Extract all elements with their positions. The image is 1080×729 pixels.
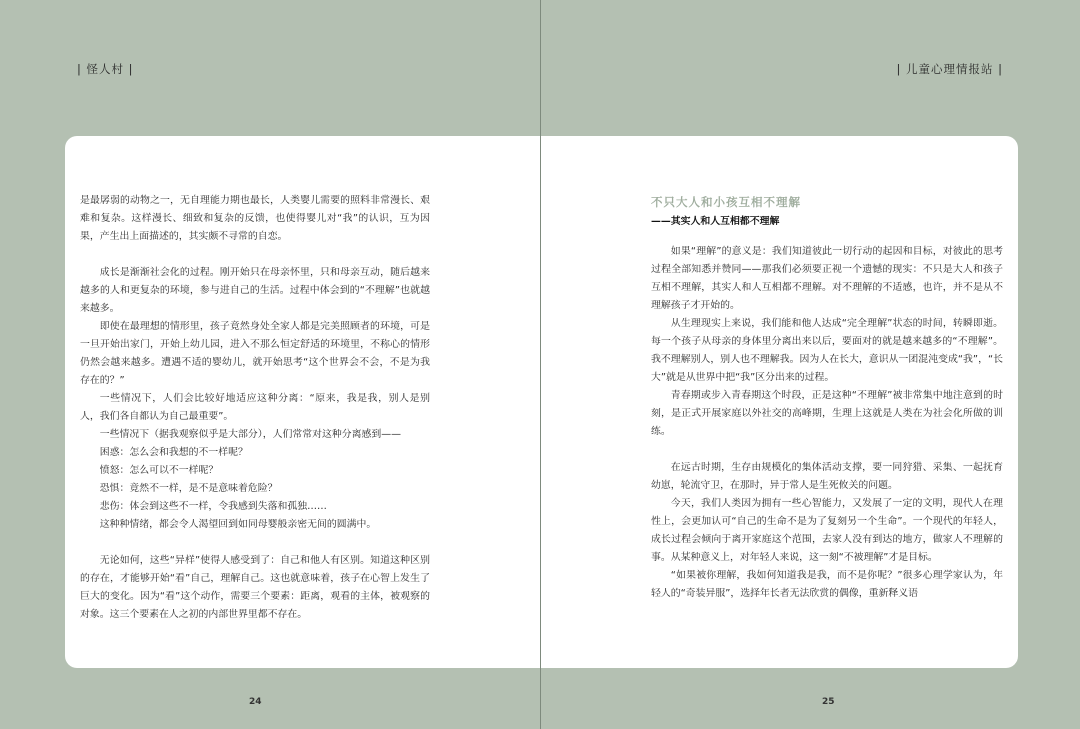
paragraph: 从生理现实上来说，我们能和他人达成“完全理解”状态的时间，转瞬即逝。每一个孩子从母亲的身体里分离出来以后，要面对的就是越来越多的“不理解”。我不理解别人，别人也不理解我。因为人在长大，意识从一团混沌变成“我”，“长大”就是从世界中把“我”区分出来的过程。	[651, 318, 1003, 383]
paragraph: 愤怒：怎么可以不一样呢？	[99, 465, 219, 476]
page-number-right: 25	[822, 697, 835, 707]
left-page-card	[65, 136, 540, 668]
paragraph: 一些情况下（据我观察似乎是大部分），人们常常对这种分离感到——	[99, 429, 401, 440]
paragraph: 青春期或步入青春期这个时段，正是这种“不理解”被非常集中地注意到的时刻，是正式开展家庭以外社交的高峰期，生理上这就是人类在为社会化所做的训练。	[651, 390, 1003, 437]
paragraph: 恐惧：竟然不一样，是不是意味着危险？	[99, 483, 278, 494]
paragraph: 是最孱弱的动物之一，无自理能力期也最长，人类婴儿需要的照料非常漫长、艰难和复杂。这样漫长、细致和复杂的反馈，也使得婴儿对“我”的认识，互为因果，产生出上面描述的，其实颇不寻常的自恋。	[80, 195, 430, 242]
paragraph: 困惑：怎么会和我想的不一样呢？	[99, 447, 248, 458]
section-subtitle: ——其实人和人互相都不理解	[651, 216, 780, 227]
paragraph: 在远古时期，生存由规模化的集体活动支撑，要一同狩猎、采集、一起抚育幼崽，轮流守卫，在那时，异于常人是生死攸关的问题。	[651, 462, 1003, 491]
left-page-body	[80, 192, 430, 624]
page-number-left: 24	[249, 697, 262, 707]
paragraph: “如果被你理解，我如何知道我是我，而不是你呢？”很多心理学家认为，年轻人的“奇装异服”，选择年长者无法欣赏的偶像，重新释义语	[651, 570, 1003, 599]
running-header-right: | 儿童心理情报站 |	[896, 62, 1003, 76]
paragraph: 如果“理解”的意义是：我们知道彼此一切行动的起因和目标，对彼此的思考过程全部知悉并赞同——那我们必须要正视一个遗憾的现实：不只是大人和孩子互相不理解，其实人和人互相都不理解。对不理解的不适感，也许，并不是从不理解孩子才开始的。	[651, 246, 1003, 311]
running-header-left: | 怪人村 |	[77, 62, 134, 76]
right-page-card	[541, 136, 1018, 668]
paragraph: 无论如何，这些“异样”使得人感受到了：自己和他人有区别。知道这种区别的存在，才能够开始“看”自己，理解自己。这也就意味着，孩子在心智上发生了巨大的变化。因为“看”这个动作，需要三个要素：距离，观看的主体，被观察的对象。这三个要素在人之初的内部世界里都不存在。	[80, 555, 430, 620]
paragraph: 今天，我们人类因为拥有一些心智能力，又发展了一定的文明，现代人在理性上，会更加认可“自己的生命不是为了复刻另一个生命”。一个现代的年轻人，成长过程会倾向于离开家庭这个范围，去家人没有到达的地方，做家人不理解的事。从某种意义上，对年轻人来说，这一刻“不被理解”才是目标。	[651, 498, 1003, 563]
paragraph: 悲伤：体会到这些不一样，令我感到失落和孤独……	[99, 501, 327, 512]
paragraph: 一些情况下，人们会比较好地适应这种分离：“原来，我是我，别人是别人，我们各自都认为自己最重要”。	[80, 393, 430, 422]
paragraph: 这种种情绪，都会令人渴望回到如同母婴般亲密无间的圆满中。	[99, 519, 377, 530]
paragraph: 即使在最理想的情形里，孩子竟然身处全家人都是完美照顾者的环境，可是一旦开始出家门，开始上幼儿园，进入不那么恒定舒适的环境里，不称心的情形仍然会越来越多。遭遇不适的婴幼儿，就开始思考“这个世界会不会，不是为我存在的？”	[80, 321, 430, 386]
right-page-body	[651, 243, 1003, 603]
section-title: 不只大人和小孩互相不理解	[651, 195, 801, 209]
paragraph: 成长是渐渐社会化的过程。刚开始只在母亲怀里，只和母亲互动，随后越来越多的人和更复杂的环境，参与进自己的生活。过程中体会到的“不理解”也就越来越多。	[80, 267, 430, 314]
